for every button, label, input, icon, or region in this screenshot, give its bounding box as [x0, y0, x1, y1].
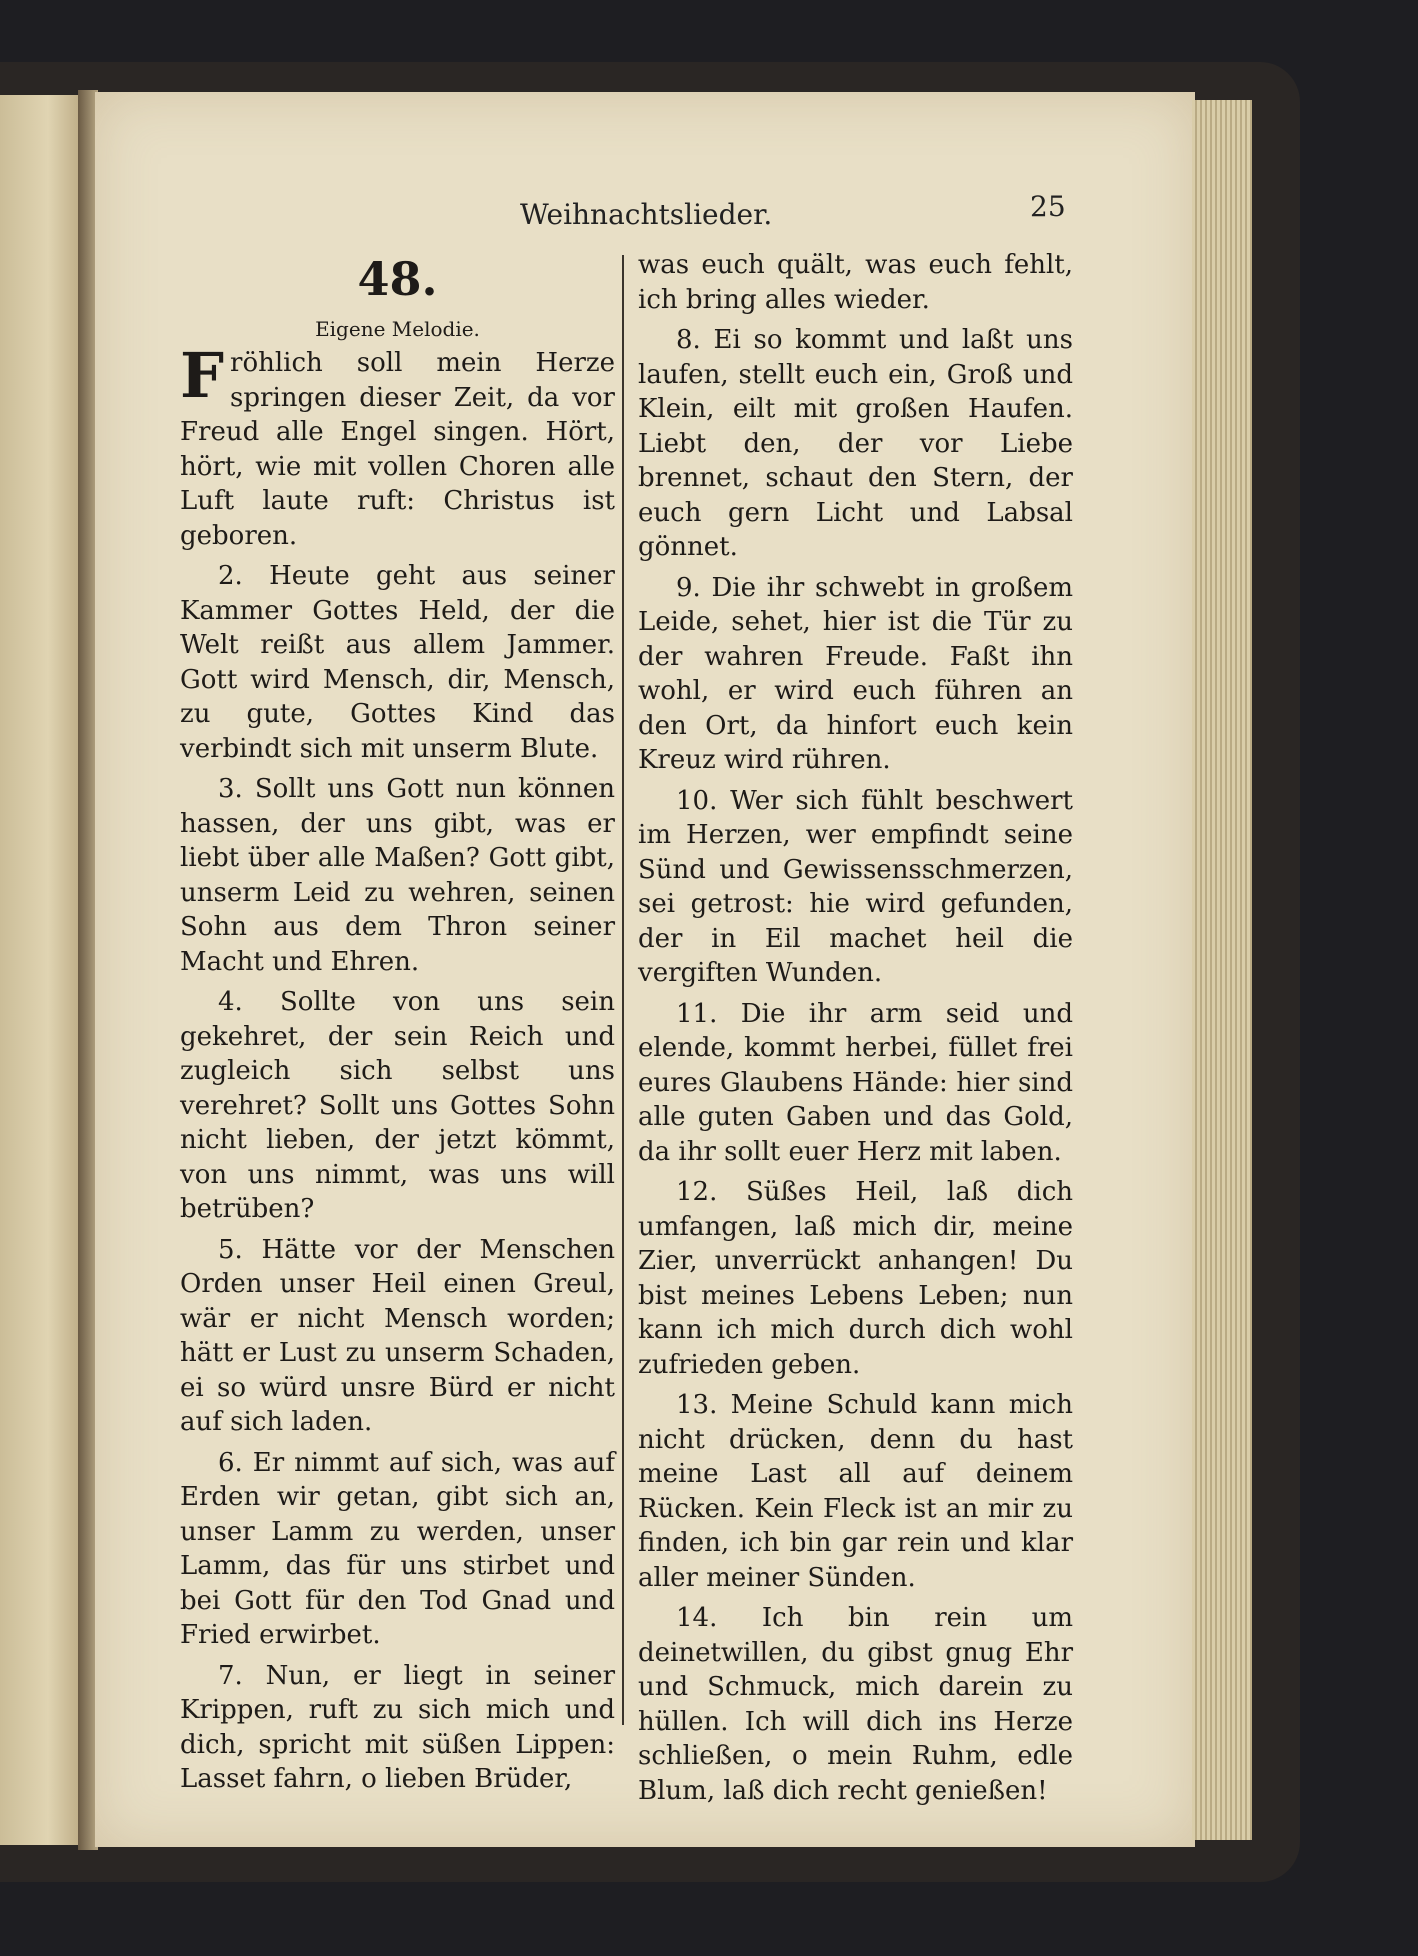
- verse-8: 8. Ei so kommt und laßt uns laufen, stellt euch ein, Groß und Klein, eilt mit großen Haufen. Liebt den, der vor Liebe brennet, schaut den Stern, der euch gern Licht und Labsal gönnet.: [638, 325, 1073, 562]
- hymn-number: 48.: [357, 252, 438, 306]
- verse-10: 10. Wer sich fühlt beschwert im Herzen, wer empfindt seine Sünd und Gewissensschmerzen, sei getrost: hie wird gefunden, der in Eil machet heil die vergiften Wunden.: [638, 785, 1073, 988]
- verse-14: 14. Ich bin rein um deinetwillen, du gibst gnug Ehr und Schmuck, mich darein zu hüllen. Ich will dich ins Herze schließen, o mein Ruhm, edle Blum, laß dich recht genießen!: [638, 1603, 1073, 1806]
- verse-3: 3. Sollt uns Gott nun können hassen, der uns gibt, was er liebt über alle Maßen? Gott gibt, unserm Leid zu wehren, seinen Sohn aus dem Thron seiner Macht und Ehren.: [180, 774, 615, 977]
- verse-4: 4. Sollte von uns sein gekehret, der sein Reich und zugleich sich selbst uns verehret? Sollt uns Gottes Sohn nicht lieben, der jetzt kömmt, von uns nimmt, was uns will betrüben?: [180, 987, 615, 1224]
- left-column: [180, 250, 615, 1803]
- page-stack-edge: [1192, 100, 1252, 1840]
- running-header: Weihnachtslieder.: [520, 198, 773, 231]
- verse-9: 9. Die ihr schwebt in großem Leide, sehet, hier ist die Tür zu der wahren Freude. Faßt ihn wohl, er wird euch führen an den Ort, da hinfort euch kein Kreuz wird rühren.: [638, 572, 1073, 775]
- melody-note: Eigene Melodie.: [315, 317, 480, 341]
- column-divider: [622, 255, 624, 1725]
- verse-11: 11. Die ihr arm seid und elende, kommt herbei, füllet frei eures Glaubens Hände: hier sind alle guten Gaben und das Gold, da ihr sollt euer Herz mit laben.: [638, 998, 1073, 1167]
- verse-1-text: röhlich soll mein Herze springen dieser Zeit, da vor Freud alle Engel singen. Hört, hört, wie mit vollen Choren alle Luft laute ruft: Christus ist geboren.: [180, 348, 615, 551]
- drop-cap: F: [180, 339, 225, 412]
- verse-12: 12. Süßes Heil, laß dich umfangen, laß mich dir, meine Zier, unverrückt anhangen! Du bist meines Lebens Leben; nun kann ich mich durch dich wohl zufrieden geben.: [638, 1177, 1073, 1380]
- verse-7-continued: was euch quält, was euch fehlt, ich bring alles wieder.: [638, 250, 1073, 315]
- left-page-edge: [0, 95, 80, 1845]
- verse-13: 13. Meine Schuld kann mich nicht drücken, denn du hast meine Last all auf deinem Rücken. Kein Fleck ist an mir zu finden, ich bin gar rein und klar aller meiner Sünden.: [638, 1390, 1073, 1593]
- page-number: 25: [1030, 190, 1066, 223]
- verse-6: 6. Er nimmt auf sich, was auf Erden wir getan, gibt sich an, unser Lamm zu werden, unser Lamm, das für uns stirbet und bei Gott für den Tod Gnad und Fried erwirbet.: [180, 1447, 615, 1650]
- verse-1: [180, 339, 615, 553]
- verse-2: 2. Heute geht aus seiner Kammer Gottes Held, der die Welt reißt aus allem Jammer. Gott wird Mensch, dir, Mensch, zu gute, Gottes Kind das verbindt sich mit unserm Blute.: [180, 561, 615, 764]
- verse-7: 7. Nun, er liegt in seiner Krippen, ruft zu sich mich und dich, spricht mit süßen Lippen: Lasset fahrn, o lieben Brüder,: [180, 1660, 615, 1794]
- right-column: [638, 248, 1073, 1814]
- verse-5: 5. Hätte vor der Menschen Orden unser Heil einen Greul, wär er nicht Mensch worden; hätt er Lust zu unserm Schaden, ei so würd unsre Bürd er nicht auf sich laden.: [180, 1234, 615, 1437]
